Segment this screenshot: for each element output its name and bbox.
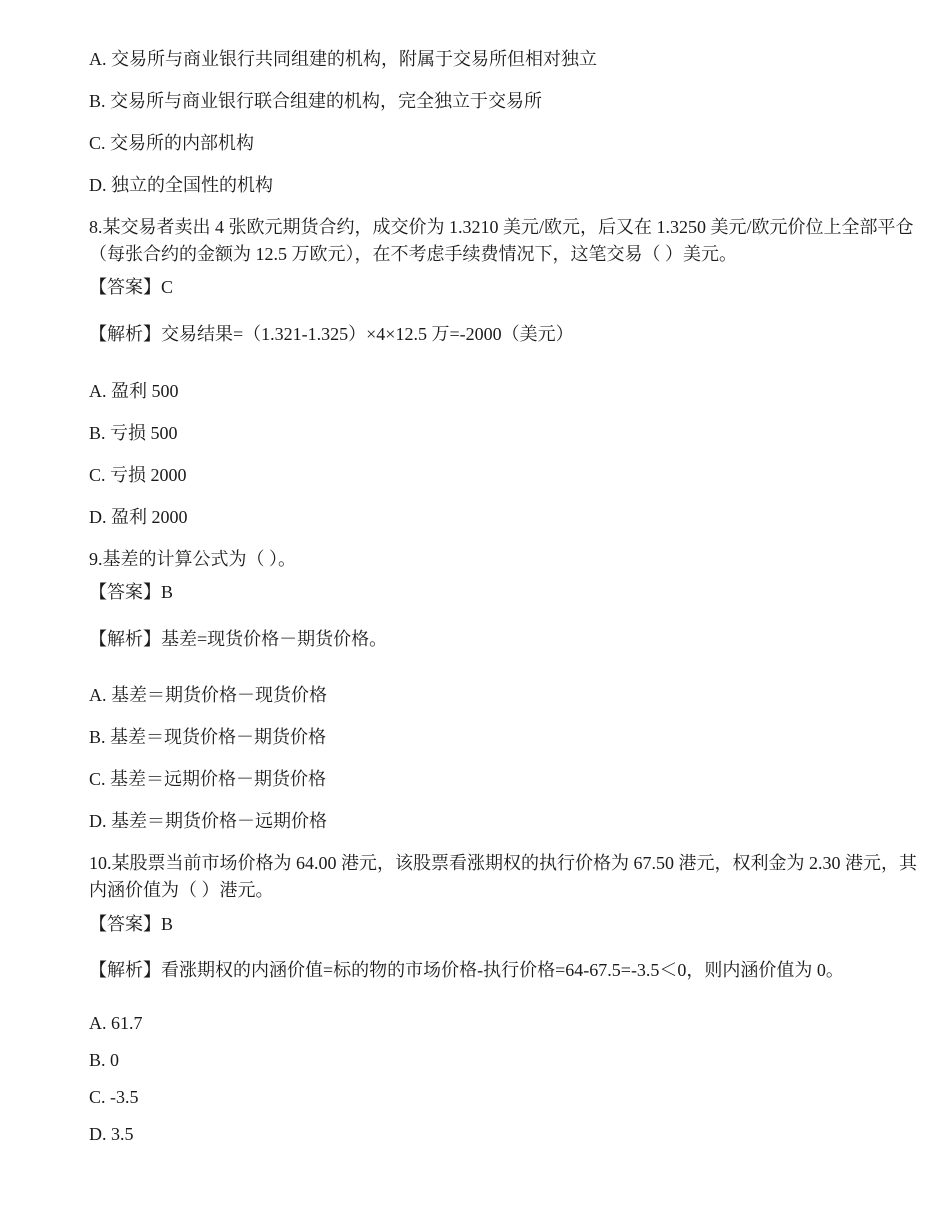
q7-option-b: B. 交易所与商业银行联合组建的机构，完全独立于交易所	[89, 91, 543, 111]
q7-option-c: C. 交易所的内部机构	[89, 133, 255, 153]
q8-option-c: C. 亏损 2000	[89, 465, 187, 485]
q10-analysis: 【解析】看涨期权的内涵价值=标的物的市场价格-执行价格=64-67.5=-3.5＜0，则内涵价值为 0。	[89, 960, 844, 980]
q7-option-a: A. 交易所与商业银行共同组建的机构，附属于交易所但相对独立	[89, 49, 597, 69]
q10-question: 10.某股票当前市场价格为 64.00 港元，该股票看涨期权的执行价格为 67.50 港元，权利金为 2.30 港元，其内涵价值为（ ）港元。	[89, 853, 917, 900]
q10-option-a: A. 61.7	[89, 1013, 143, 1033]
q9-option-d: D. 基差＝期货价格－远期价格	[89, 811, 327, 831]
q8-option-b: B. 亏损 500	[89, 423, 178, 443]
q8-answer: 【答案】C	[89, 277, 174, 297]
q9-option-b: B. 基差＝现货价格－期货价格	[89, 727, 327, 747]
q8-option-a: A. 盈利 500	[89, 381, 179, 401]
q10-option-d: D. 3.5	[89, 1124, 134, 1144]
q8-option-d: D. 盈利 2000	[89, 507, 188, 527]
q9-option-a: A. 基差＝期货价格－现货价格	[89, 685, 327, 705]
q9-analysis: 【解析】基差=现货价格－期货价格。	[89, 629, 388, 649]
q9-option-c: C. 基差＝远期价格－期货价格	[89, 769, 327, 789]
q8-analysis: 【解析】交易结果=（1.321-1.325）×4×12.5 万=-2000（美元）	[89, 324, 574, 344]
q8-question: 8.某交易者卖出 4 张欧元期货合约，成交价为 1.3210 美元/欧元，后又在 1.3250 美元/欧元价位上全部平仓（每张合约的金额为 12.5 万欧元），在不考虑手续费情况下，这笔交易（ ）美元。	[89, 217, 914, 264]
q10-answer: 【答案】B	[89, 914, 174, 934]
q10-option-b: B. 0	[89, 1050, 120, 1070]
q10-option-c: C. -3.5	[89, 1087, 139, 1107]
q9-question: 9.基差的计算公式为（ ）。	[89, 549, 296, 569]
q9-answer: 【答案】B	[89, 582, 174, 602]
q7-option-d: D. 独立的全国性的机构	[89, 175, 273, 195]
